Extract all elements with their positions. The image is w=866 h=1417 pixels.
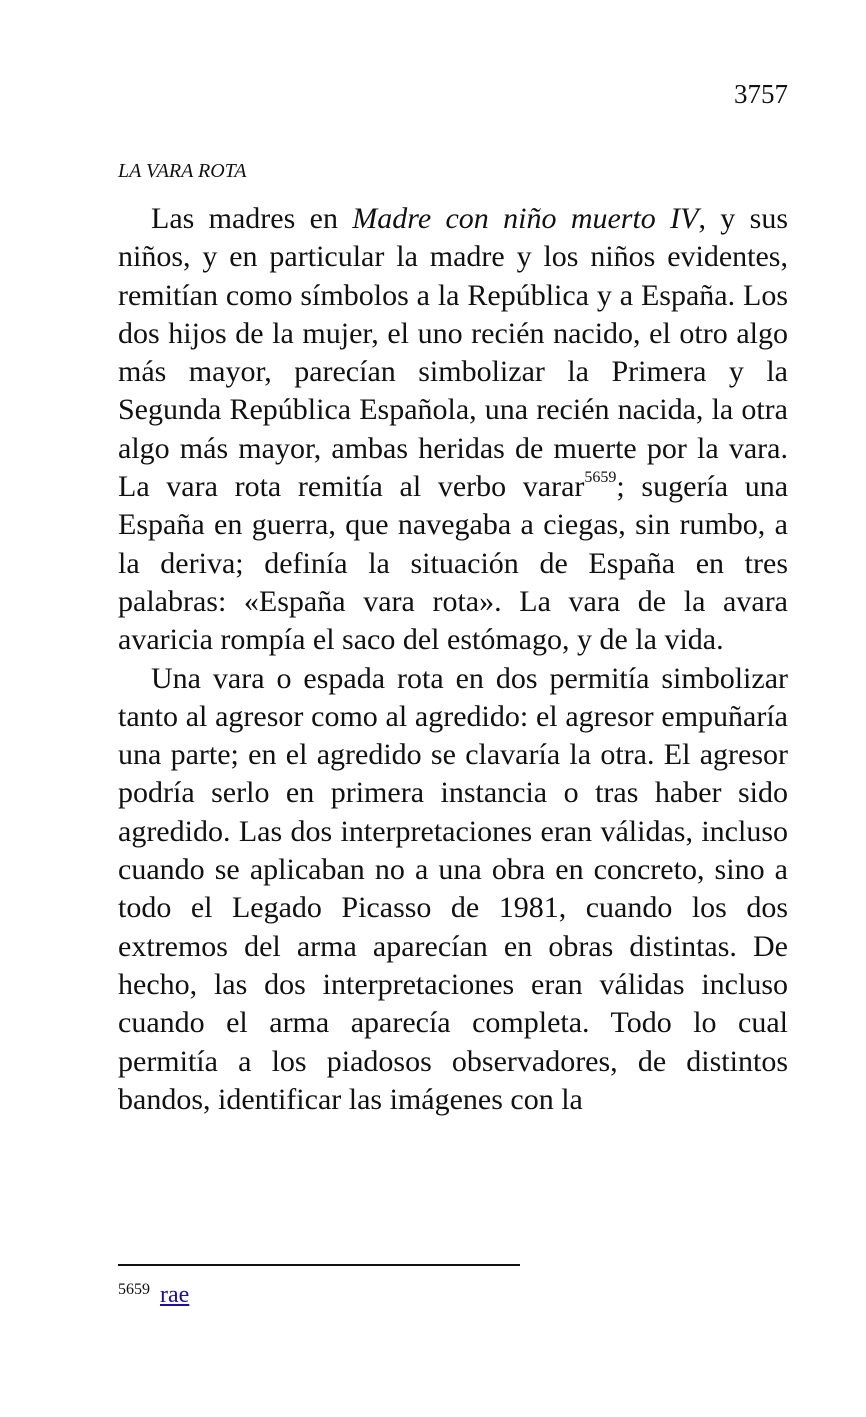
footnote-divider — [118, 1264, 520, 1266]
page-number: 3757 — [734, 79, 788, 109]
paragraph-1 — [118, 200, 788, 660]
body-text — [118, 200, 788, 1119]
footnote-link[interactable]: rae — [160, 1282, 190, 1308]
paragraph-1-end: ; sugería una España en guerra, que navegaba a ciegas, sin rumbo, a la deriva; definía la situación de España en tres palabras: «España vara rota». La vara de la avara avaricia rompía el saco del estómago, y de la vida. — [118, 470, 789, 657]
paragraph-1-start: Las madres en — [151, 202, 353, 235]
footnote-reference[interactable]: 5659 — [584, 469, 617, 487]
paragraph-2: Una vara o espada rota en dos permitía simbolizar tanto al agresor como al agredido: el agresor empuñaría una parte; en el agredido se clavaría la otra. El agresor podría serlo en primera instancia o tras haber sido agredido. Las dos interpretaciones eran válidas, incluso cuando se aplicaban no a una obra en concreto, sino a todo el Legado Picasso de 1981, cuando los dos extremos del arma aparecían en obras distintas. De hecho, las dos interpretaciones eran válidas incluso cuando el arma aparecía completa. Todo lo cual permitía a los piadosos observadores, de distintos bandos, identificar las imágenes con la — [118, 661, 788, 1116]
artwork-title: Madre con niño muerto IV — [352, 202, 699, 235]
paragraph-1-middle: , y sus niños, y en particular la madre y los niños evidentes, remitían como símbolos a la República y a España. Los dos hijos de la mujer, el uno recién nacido, el otro algo más mayor, parecían simbolizar la Primera y la Segunda República Española, una recién nacida, la otra algo más mayor, ambas heridas de muerte por la vara. La vara rota remitía al verbo varar — [118, 202, 788, 504]
footnote — [118, 1280, 189, 1310]
footnote-number: 5659 — [118, 1281, 150, 1298]
running-head: LA VARA ROTA — [118, 160, 247, 182]
